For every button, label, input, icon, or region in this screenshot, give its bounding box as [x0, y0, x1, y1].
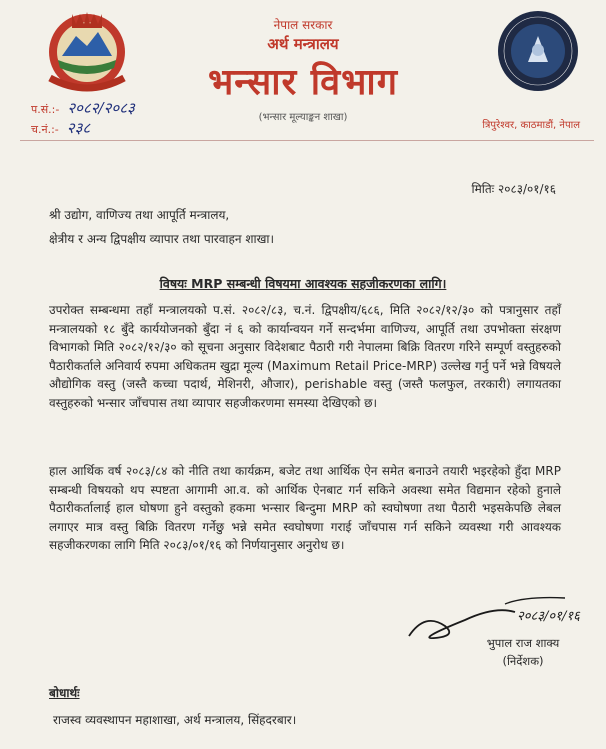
letterhead	[0, 0, 606, 140]
customs-seal-icon	[497, 10, 579, 92]
section-name: (भन्सार मूल्याङ्कन शाखा)	[258, 112, 348, 123]
recipient-line-1: श्री उद्योग, वाणिज्य तथा आपूर्ति मन्त्रालय,	[49, 208, 230, 222]
cc-recipient: राजस्व व्यवस्थापन महाशाखा, अर्थ मन्त्रालय, सिंहदरबार।	[53, 713, 297, 727]
department-name: भन्सार विभाग	[207, 62, 399, 103]
dispatch-value: २३८	[66, 119, 91, 137]
signatory-block	[478, 636, 568, 672]
subject-line	[0, 275, 606, 292]
signatory-name: भुपाल राज शाक्य	[486, 636, 560, 650]
reference-label: प.सं.:-	[31, 103, 60, 116]
dispatch-label: च.नं.:-	[31, 123, 59, 136]
reference-number	[31, 98, 135, 118]
header-divider	[20, 140, 594, 141]
office-address: त्रिपुरेश्वर, काठमाडौं, नेपाल	[482, 120, 580, 131]
signatory-title: (निर्देशक)	[502, 654, 544, 668]
government-name: नेपाल सरकार	[273, 18, 333, 32]
signature-date: २०८३/०१/१६	[517, 609, 580, 624]
recipient-line-2: क्षेत्रीय र अन्य द्विपक्षीय व्यापार तथा पारवाहन शाखा।	[49, 232, 275, 246]
ministry-name: अर्थ मन्त्रालय	[267, 35, 339, 53]
dispatch-number	[31, 118, 90, 138]
letter-date: मितिः २०८३/०१/१६	[471, 182, 556, 196]
cc-label: बोधार्थः	[49, 686, 80, 700]
reference-value: २०८२/२०८३	[67, 99, 135, 117]
subject-text: विषयः MRP सम्बन्धी विषयमा आवश्यक सहजीकरणका लागि।	[159, 276, 447, 291]
body-paragraph-2: हाल आर्थिक वर्ष २०८३/८४ को नीति तथा कार्यक्रम, बजेट तथा आर्थिक ऐन समेत बनाउने तयारी भइरहेको हुँदा MRP सम्बन्धी विषयको थप स्पष्टता आगामी आ.व. को आर्थिक ऐनबाट गर्न सकिने अवस्था समेत विद्यमान रहेको हुनाले पैठारीकर्तालाई हाल घोषणा हुने वस्तुको हकमा भन्सार बिन्दुमा MRP को स्वघोषणा तथा पैठारी भइसकेपछि लेबल लगाएर मात्र वस्तु बिक्रि वितरण गर्नेछु भन्ने समेत स्वघोषणा गराई जाँचपास गर्न सकिने व्यवस्था गरी आवश्यक सहजीकरणका लागि मिति २०८३/०१/१६ को निर्णयानुसार अनुरोध छ।	[49, 464, 561, 552]
body-paragraph-1: उपरोक्त सम्बन्धमा तहाँ मन्त्रालयको प.सं. २०८२/८३, च.नं. द्विपक्षीय/६८६, मिति २०८२/१२/३० को पत्रानुसार तहाँ मन्त्रालयको १८ बुँदे कार्ययोजनको बुँदा नं ६ को कार्यान्वयन गर्ने सन्दर्भमा वाणिज्य, आपूर्ति तथा उपभोक्ता संरक्षण विभागको मिति २०८२/१२/३० को सूचना अनुसार विदेशबाट पैठारी गरी नेपालमा बिक्रि वितरण गरिने सम्पूर्ण वस्तुहरुको पैठारीकर्ताले अनिवार्य रुपमा अधिकतम खुद्रा मूल्य (Maximum Retail Price-MRP) उल्लेख गर्नु पर्ने भन्ने विषयले औद्योगिक वस्तु (जस्तै कच्चा पदार्थ, मेशिनरी, औजार), perishable वस्तु (जस्तै फलफुल, तरकारी) लगायतका वस्तुहरुको भन्सार जाँचपास तथा व्यापार सहजीकरणमा समस्या देखिएको छ।	[49, 303, 561, 410]
